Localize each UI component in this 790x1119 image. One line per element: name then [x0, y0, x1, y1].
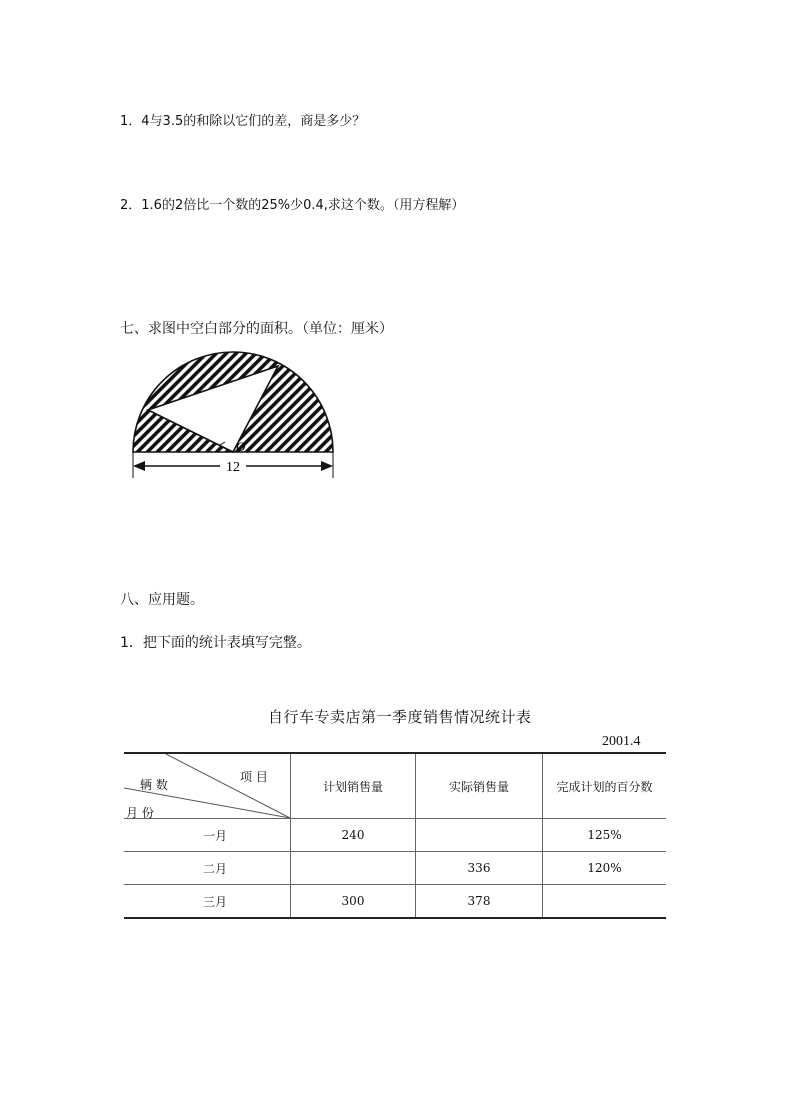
table-row: [124, 819, 666, 852]
month-cell: [124, 885, 291, 919]
month-label: 三月: [202, 894, 227, 909]
section-8-title: 八、应用题。: [120, 592, 204, 608]
percent-cell: 120%: [543, 852, 667, 885]
question-1-text: 4与3.5的和除以它们的差，商是多少？: [141, 114, 366, 129]
arrow-left-icon: [133, 461, 145, 471]
question-2: [120, 194, 464, 213]
actual-cell: 336: [416, 852, 543, 885]
question-2-number: 2．: [120, 198, 142, 213]
planned-cell: [291, 852, 416, 885]
column-header-percent: 完成计划的百分数: [543, 753, 667, 819]
table-title: 自行车专卖店第一季度销售情况统计表: [268, 708, 532, 726]
column-header-actual: 实际销售量: [416, 753, 543, 819]
column-header-planned: 计划销售量: [291, 753, 416, 819]
corner-header-cell: [124, 753, 291, 819]
planned-cell: 240: [291, 819, 416, 852]
corner-month-label: 月 份: [126, 806, 154, 820]
table-row: [124, 885, 666, 919]
section-7-title: 七、求图中空白部分的面积。（单位：厘米）: [120, 321, 393, 337]
table-date: 2001.4: [602, 734, 641, 749]
diameter-label: 12: [226, 460, 240, 475]
question-1: [120, 110, 365, 129]
table-header-row: [124, 753, 666, 819]
application-task-1: 1．把下面的统计表填写完整。: [120, 635, 311, 651]
actual-cell: 378: [416, 885, 543, 919]
corner-item-label: 项 目: [240, 770, 268, 784]
month-label: 二月: [202, 861, 227, 876]
month-cell: [124, 852, 291, 885]
month-label: 一月: [202, 828, 227, 843]
percent-cell: 125%: [543, 819, 667, 852]
planned-cell: 300: [291, 885, 416, 919]
semicircle-figure: [128, 350, 340, 482]
question-1-number: 1．: [120, 114, 142, 129]
sales-stats-table: [124, 752, 666, 919]
actual-cell: [416, 819, 543, 852]
table-row: [124, 852, 666, 885]
arrow-right-icon: [321, 461, 333, 471]
percent-cell: [543, 885, 667, 919]
month-cell: [124, 819, 291, 852]
question-2-text: 1.6的2倍比一个数的25%少0.4,求这个数。（用方程解）: [141, 198, 465, 213]
center-label-o: O: [236, 439, 246, 454]
corner-quantity-label: 辆 数: [140, 778, 168, 792]
